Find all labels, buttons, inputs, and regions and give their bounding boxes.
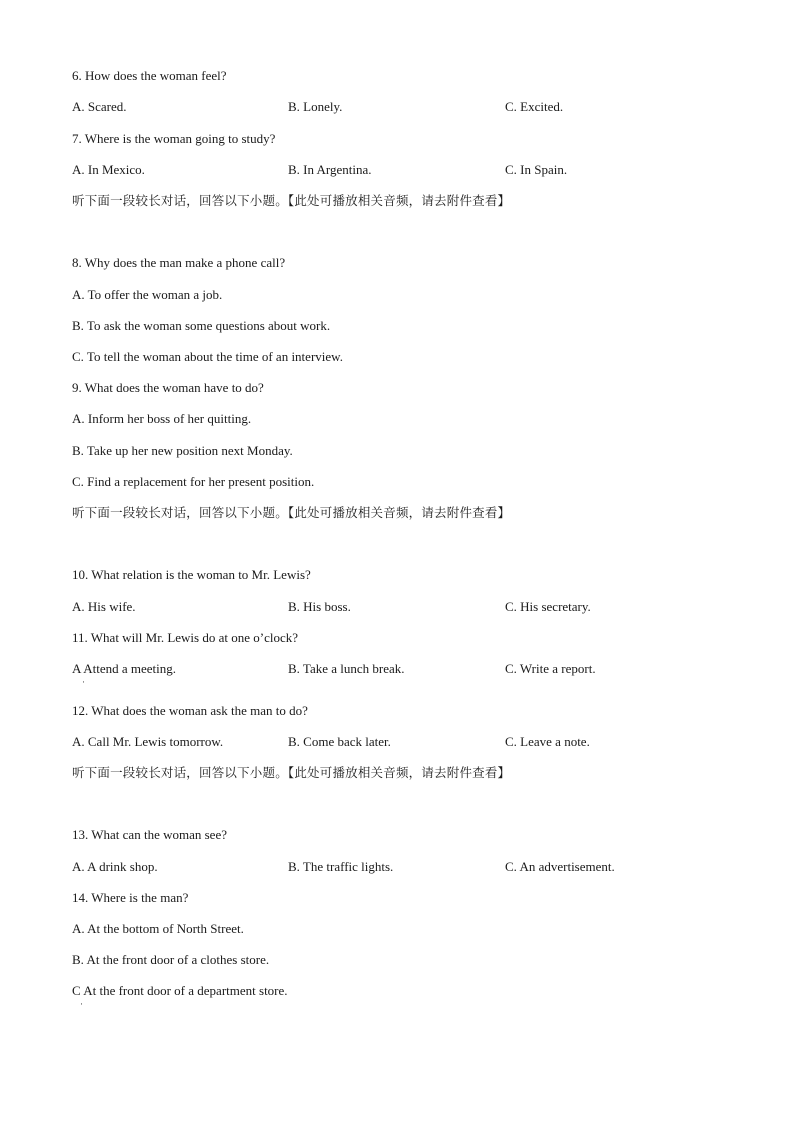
question-11: 11. What will Mr. Lewis do at one o’clock? bbox=[72, 630, 299, 645]
instruction-3: 听下面一段较长对话，回答以下小题。【此处可播放相关音频，请去附件查看】 bbox=[72, 765, 511, 780]
option-14b: B. At the front door of a clothes store. bbox=[72, 952, 270, 967]
question-10: 10. What relation is the woman to Mr. Lewis? bbox=[72, 567, 311, 582]
option-11b: B. Take a lunch break. bbox=[288, 661, 405, 676]
option-6b: B. Lonely. bbox=[288, 99, 343, 114]
option-9b: B. Take up her new position next Monday. bbox=[72, 443, 293, 458]
question-8: 8. Why does the man make a phone call? bbox=[72, 255, 286, 270]
option-9a: A. Inform her boss of her quitting. bbox=[72, 411, 252, 426]
instruction-2: 听下面一段较长对话，回答以下小题。【此处可播放相关音频，请去附件查看】 bbox=[72, 505, 511, 520]
question-7: 7. Where is the woman going to study? bbox=[72, 131, 276, 146]
option-8a: A. To offer the woman a job. bbox=[72, 287, 223, 302]
option-13c: C. An advertisement. bbox=[505, 859, 615, 874]
option-7a: A. In Mexico. bbox=[72, 162, 145, 177]
option-11a: A Attend a meeting. bbox=[72, 661, 176, 676]
stray-dot: · bbox=[82, 677, 85, 687]
option-9c: C. Find a replacement for her present position. bbox=[72, 474, 315, 489]
option-13a: A. A drink shop. bbox=[72, 859, 158, 874]
option-6c: C. Excited. bbox=[505, 99, 564, 114]
option-10c: C. His secretary. bbox=[505, 599, 591, 614]
question-9: 9. What does the woman have to do? bbox=[72, 380, 264, 395]
option-13b: B. The traffic lights. bbox=[288, 859, 394, 874]
question-13: 13. What can the woman see? bbox=[72, 827, 227, 842]
option-12b: B. Come back later. bbox=[288, 734, 391, 749]
option-6a: A. Scared. bbox=[72, 99, 127, 114]
option-12c: C. Leave a note. bbox=[505, 734, 590, 749]
option-8c: C. To tell the woman about the time of an interview. bbox=[72, 349, 343, 364]
option-10b: B. His boss. bbox=[288, 599, 351, 614]
question-6: 6. How does the woman feel? bbox=[72, 68, 227, 83]
option-8b: B. To ask the woman some questions about work. bbox=[72, 318, 331, 333]
option-14a: A. At the bottom of North Street. bbox=[72, 921, 244, 936]
option-11c: C. Write a report. bbox=[505, 661, 596, 676]
question-12: 12. What does the woman ask the man to do? bbox=[72, 703, 308, 718]
option-10a: A. His wife. bbox=[72, 599, 136, 614]
option-7b: B. In Argentina. bbox=[288, 162, 372, 177]
stray-dot: · bbox=[80, 999, 83, 1009]
option-12a: A. Call Mr. Lewis tomorrow. bbox=[72, 734, 224, 749]
option-14c: C At the front door of a department store. bbox=[72, 983, 288, 998]
option-7c: C. In Spain. bbox=[505, 162, 568, 177]
question-14: 14. Where is the man? bbox=[72, 890, 189, 905]
instruction-1: 听下面一段较长对话，回答以下小题。【此处可播放相关音频，请去附件查看】 bbox=[72, 193, 511, 208]
